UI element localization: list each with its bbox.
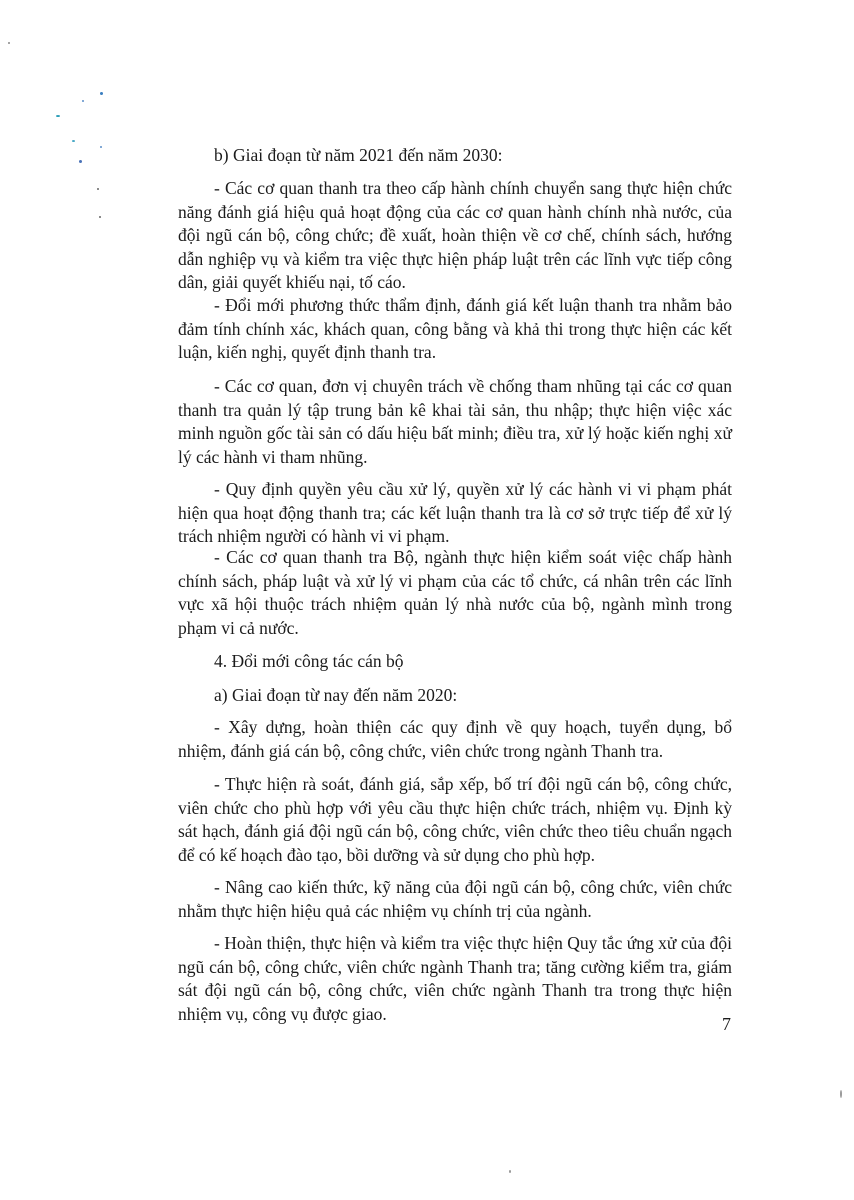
section-heading-a: a) Giai đoạn từ nay đến năm 2020: [214,685,458,705]
paragraph-b-3: - Các cơ quan, đơn vị chuyên trách về chống tham nhũng tại các cơ quan thanh tra quản lý tập trung bản kê khai tài sản, thu nhập; thực hiện việc xác minh nguồn gốc tài sản có dấu hiệu bất minh; điều tra, xử lý hoặc kiến nghị xử lý các hành vi tham nhũng. [178,376,732,467]
paragraph-a-1: - Xây dựng, hoàn thiện các quy định về quy hoạch, tuyển dụng, bổ nhiệm, đánh giá cán bộ, công chức, viên chức trong ngành Thanh tra. [178,717,732,761]
scan-speck [8,42,10,44]
scan-speck [56,115,60,117]
scan-speck [840,1090,842,1098]
scan-speck [100,146,102,148]
paragraph-b-5: - Các cơ quan thanh tra Bộ, ngành thực hiện kiểm soát việc chấp hành chính sách, pháp luật và xử lý vi phạm của các tổ chức, cá nhân trên các lĩnh vực xã hội thuộc trách nhiệm quản lý nhà nước của bộ, ngành mình trong phạm vi cả nước. [178,547,732,638]
paragraph-b-4: - Quy định quyền yêu cầu xử lý, quyền xử lý các hành vi vi phạm phát hiện qua hoạt động thanh tra; các kết luận thanh tra là cơ sở trực tiếp để xử lý trách nhiệm người có hành vi vi phạm. [178,479,732,546]
scan-speck [99,216,101,218]
scan-speck [82,100,84,102]
paragraph-a-3: - Nâng cao kiến thức, kỹ năng của đội ngũ cán bộ, công chức, viên chức nhằm thực hiện hiệu quả các nhiệm vụ chính trị của ngành. [178,877,732,921]
section-heading-4: 4. Đổi mới công tác cán bộ [214,651,404,671]
page-number: 7 [722,1014,731,1034]
paragraph-b-2: - Đổi mới phương thức thẩm định, đánh giá kết luận thanh tra nhằm bảo đảm tính chính xác, khách quan, công bằng và khả thi trong thực hiện các kết luận, kiến nghị, quyết định thanh tra. [178,295,732,362]
scan-speck [97,188,99,190]
scan-speck [100,92,103,95]
paragraph-b-1: - Các cơ quan thanh tra theo cấp hành chính chuyển sang thực hiện chức năng đánh giá hiệu quả hoạt động của các cơ quan hành chính nhà nước, của đội ngũ cán bộ, công chức; đề xuất, hoàn thiện về cơ chế, chính sách, hướng dẫn nghiệp vụ và kiểm tra việc thực hiện pháp luật trên các lĩnh vực tiếp công dân, giải quyết khiếu nại, tố cáo. [178,178,732,292]
section-heading-b: b) Giai đoạn từ năm 2021 đến năm 2030: [214,145,503,165]
scan-speck [72,140,75,142]
scan-speck [79,160,82,163]
scan-speck [509,1170,511,1173]
paragraph-a-2: - Thực hiện rà soát, đánh giá, sắp xếp, bố trí đội ngũ cán bộ, công chức, viên chức cho phù hợp với yêu cầu thực hiện chức trách, nhiệm vụ. Định kỳ sát hạch, đánh giá đội ngũ cán bộ, công chức, viên chức theo tiêu chuẩn ngạch để có kế hoạch đào tạo, bồi dưỡng và sử dụng cho phù hợp. [178,774,732,865]
paragraph-a-4: - Hoàn thiện, thực hiện và kiểm tra việc thực hiện Quy tắc ứng xử của đội ngũ cán bộ, công chức, viên chức ngành Thanh tra; tăng cường kiểm tra, giám sát đội ngũ cán bộ, công chức, viên chức ngành Thanh tra trong thực hiện nhiệm vụ, công vụ được giao. [178,933,732,1024]
